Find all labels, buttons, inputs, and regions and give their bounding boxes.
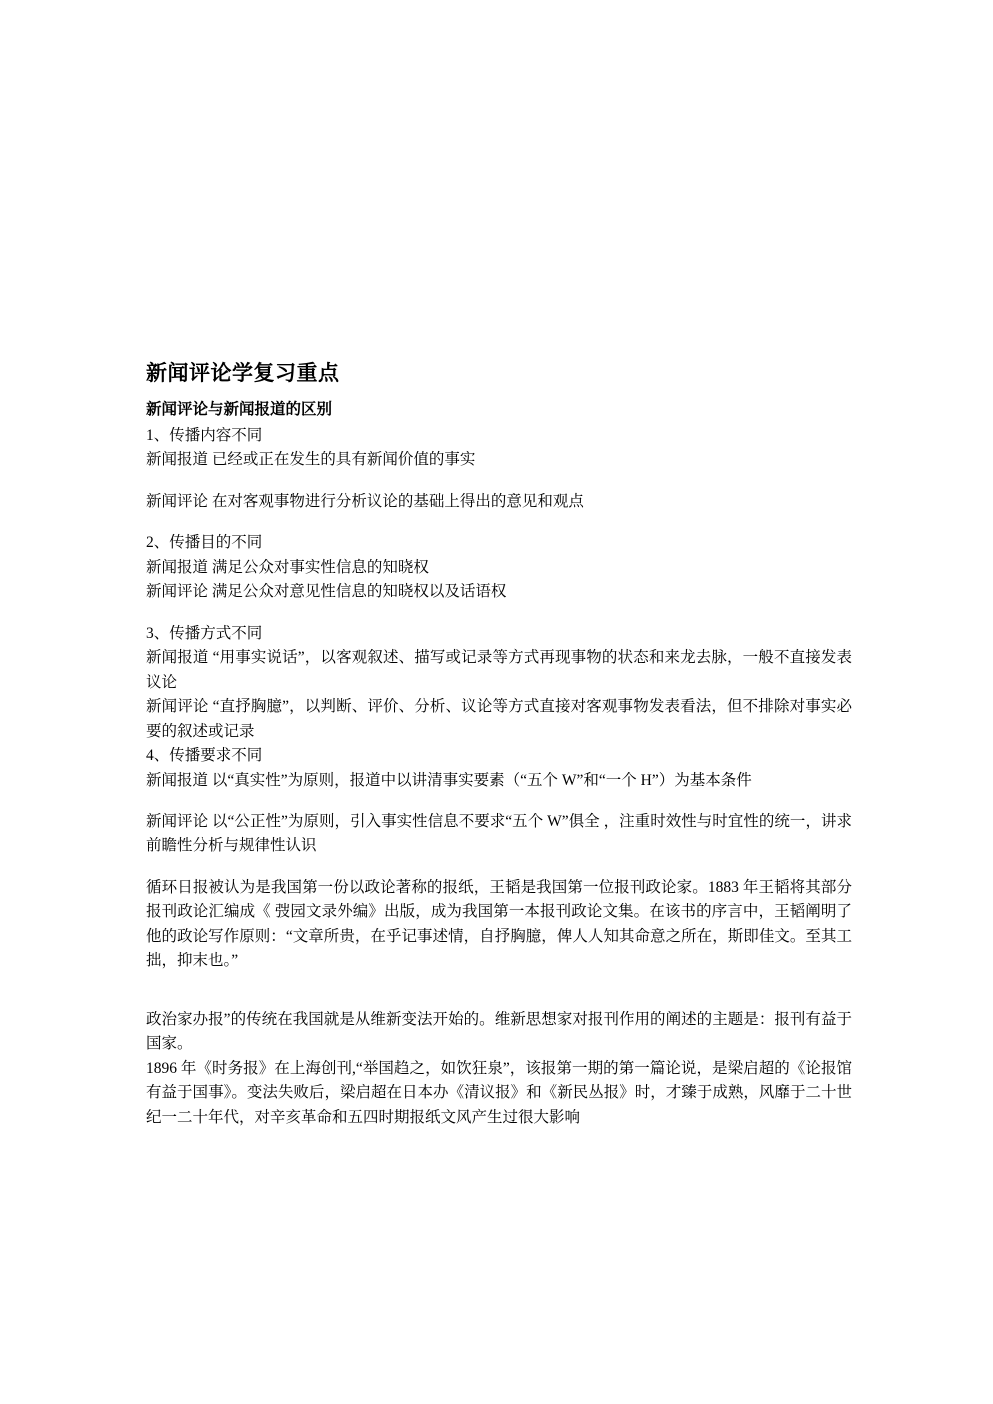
- paragraph-8: 新闻报道 “用事实说话”，以客观叙述、描写或记录等方式再现事物的状态和来龙去脉，一般不直接发表议论: [146, 649, 852, 691]
- paragraph-6: 新闻评论 满足公众对意见性信息的知晓权以及话语权: [146, 583, 507, 601]
- paragraph-2: 新闻报道 已经或正在发生的具有新闻价值的事实: [146, 451, 476, 469]
- paragraph-11: 新闻报道 以“真实性”为原则，报道中以讲清事实要素（“五个 W”和“一个 H”）为基本条件: [146, 771, 752, 789]
- page-title: 新闻评论学复习重点: [146, 361, 340, 385]
- paragraph-3: 新闻评论 在对客观事物进行分析议论的基础上得出的意见和观点: [146, 492, 584, 510]
- paragraph-4: 2、传播目的不同: [146, 534, 263, 552]
- paragraph-5: 新闻报道 满足公众对事实性信息的知晓权: [146, 558, 429, 576]
- section-heading: 新闻评论与新闻报道的区别: [146, 401, 333, 419]
- paragraph-10: 4、传播要求不同: [146, 747, 263, 765]
- paragraph-7: 3、传播方式不同: [146, 624, 263, 642]
- paragraph-13: 循环日报被认为是我国第一份以政论著称的报纸，王韬是我国第一位报刊政论家。1883 年王韬将其部分报刊政论汇编成《 弢园文录外编》出版，成为我国第一本报刊政论文集。在该书的序言中，王韬阐明了他的政论写作原则：“文章所贵，在乎记事述情，自抒胸臆，俾人人知其命意之所在，斯即佳文。至其工拙，抑末也。”: [146, 878, 852, 970]
- document-body: [146, 358, 852, 1130]
- paragraph-15: 1896 年《时务报》在上海创刊,“举国趋之，如饮狂泉”，该报第一期的第一篇论说，是梁启超的《论报馆有益于国事》。变法失败后，梁启超在日本办《清议报》和《新民丛报》时，才臻于成熟，风靡于二十世纪一二十年代，对辛亥革命和五四时期报纸文风产生过很大影响: [146, 1059, 852, 1126]
- paragraph-12: 新闻评论 以“公正性”为原则，引入事实性信息不要求“五个 W”俱全 ，注重时效性与时宜性的统一，讲求前瞻性分析与规律性认识: [146, 812, 852, 855]
- paragraph-9: 新闻评论 “直抒胸臆”，以判断、评价、分析、议论等方式直接对客观事物发表看法，但不排除对事实必要的叙述或记录: [146, 698, 852, 740]
- paragraph-1: 1、传播内容不同: [146, 426, 263, 444]
- paragraph-14: 政治家办报”的传统在我国就是从维新变法开始的。维新思想家对报刊作用的阐述的主题是：报刊有益于国家。: [146, 1010, 852, 1053]
